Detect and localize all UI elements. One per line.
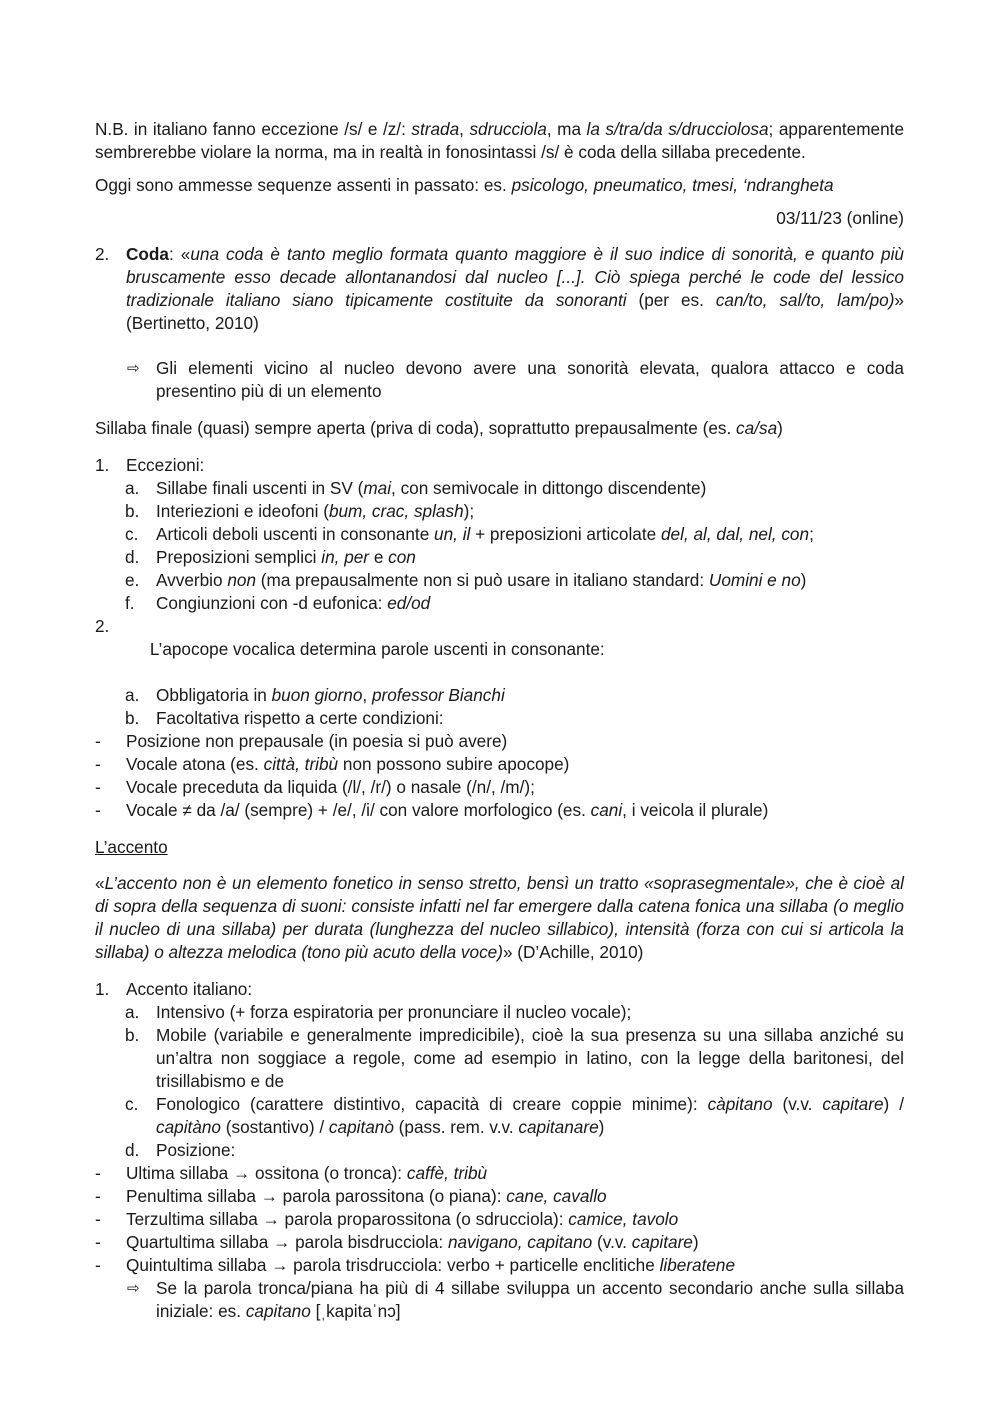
list-marker: e. (125, 570, 140, 590)
nb-text: , ma (546, 119, 587, 139)
dash-marker: - (95, 1186, 101, 1206)
dash-item-text: (v.v. (592, 1232, 632, 1252)
sub-item (95, 500, 904, 523)
list-item-apocope (95, 615, 904, 684)
accento-heading: L’accento (95, 837, 168, 857)
accento-citation: » (D’Achille, 2010) (502, 942, 644, 962)
dash-item (95, 753, 904, 776)
dash-item (95, 1208, 904, 1231)
sub-item-example: con (388, 547, 416, 567)
right-arrow-icon: → (260, 1186, 278, 1206)
nb-paragraph (95, 118, 904, 164)
dash-item-text: Quartultima sillaba (126, 1232, 274, 1252)
sub-item-example: bum, crac, splash (328, 501, 464, 521)
dash-item-text: ) (692, 1232, 699, 1252)
dash-item-text: parola proparossitona (o sdrucciola): (279, 1209, 569, 1229)
final-note-example: capitano (245, 1301, 311, 1321)
dash-marker: - (95, 1232, 101, 1252)
nb-text: , (459, 119, 470, 139)
sub-item-text: Articoli deboli uscenti in consonante (156, 524, 435, 544)
accento-quote (95, 872, 904, 964)
sub-item-example: un, il (434, 524, 471, 544)
dash-marker: - (95, 731, 101, 751)
dash-item-example: navigano, capitano (447, 1232, 593, 1252)
list-marker: 2. (95, 244, 110, 264)
sub-item-example: professor Bianchi (371, 685, 505, 705)
coda-note-text: Gli elementi vicino al nucleo devono avere una sonorità elevata, qualora attacco e coda presentino più di un elemento (156, 358, 904, 401)
dash-item-example: città, tribù (263, 754, 339, 774)
sub-item-text: (pass. rem. v.v. (393, 1117, 519, 1137)
sub-item-example: del, al, dal, nel, con (660, 524, 810, 544)
dash-item-example: cani (590, 800, 623, 820)
sub-item-text: , (362, 685, 372, 705)
sub-item-text: Fonologico (carattere distintivo, capacità di creare coppie minime): (156, 1094, 708, 1114)
list-marker: b. (125, 501, 140, 521)
sub-item-text: Facoltativa rispetto a certe condizioni: (156, 708, 444, 728)
list-item-accento-italiano (95, 978, 904, 1001)
dash-marker: - (95, 1255, 101, 1275)
sub-item-text: + preposizioni articolate (470, 524, 661, 544)
list-marker: a. (125, 478, 140, 498)
oggi-text: Oggi sono ammesse sequenze assenti in passato: es. (95, 175, 512, 195)
sub-item-example: mai (363, 478, 392, 498)
dash-item-text: Vocale ≠ da /a/ (sempre) + /e/, /i/ con valore morfologico (es. (126, 800, 591, 820)
document-page (95, 118, 904, 1323)
final-note-text: Se la parola tronca/piana ha più di 4 sillabe sviluppa un accento secondario anche sulla sillaba iniziale: es. (156, 1278, 904, 1321)
dash-marker: - (95, 800, 101, 820)
sub-item-example: càpitano (707, 1094, 773, 1114)
sub-item-text: Avverbio (156, 570, 228, 590)
coda-item (95, 243, 904, 335)
final-note (95, 1277, 904, 1323)
coda-text: (per es. (626, 290, 716, 310)
sub-item-text: (ma prepausalmente non si può usare in italiano standard: (256, 570, 709, 590)
sub-item (95, 1001, 904, 1024)
sub-item (95, 523, 904, 546)
dash-marker: - (95, 777, 101, 797)
list-item-title: L’apocope vocalica determina parole uscenti in consonante: (145, 639, 605, 659)
list-marker: 1. (95, 455, 110, 475)
hollow-arrow-icon: ⇨ (127, 1280, 140, 1297)
dash-item-text: , i veicola il plurale) (622, 800, 769, 820)
list-item-title: Eccezioni: (126, 455, 205, 475)
sub-item-text: Preposizioni semplici (156, 547, 322, 567)
sub-item-text: ) (598, 1117, 605, 1137)
nb-text: N.B. in italiano fanno eccezione /s/ e /z/: (95, 119, 412, 139)
sub-item-example: capitanò (328, 1117, 394, 1137)
sub-item-text: , con semivocale in dittongo discendente) (391, 478, 707, 498)
right-arrow-icon: → (232, 1163, 251, 1183)
sub-item (95, 569, 904, 592)
list-marker: c. (125, 1094, 139, 1114)
coda-text: : « (168, 244, 191, 264)
sillaba-text: ) (777, 418, 783, 438)
dash-item-text: Posizione non prepausale (in poesia si può avere) (126, 731, 508, 751)
sub-item-text: ); (463, 501, 475, 521)
coda-quote: una coda è tanto meglio formata quanto maggiore è il suo indice di sonorità, e quanto più bruscamente esso decade allontanandosi dal nucleo [...]. Ciò spiega perché le code del lessico tradizionale italiano siano tipicamente costituite da sonoranti (126, 244, 904, 310)
right-arrow-icon: → (271, 1255, 289, 1275)
sub-item (95, 1093, 904, 1139)
dash-item-text: ossitona (o tronca): (250, 1163, 407, 1183)
dash-item-text: parola parossitona (o piana): (277, 1186, 507, 1206)
list-marker: 1. (95, 979, 110, 999)
nb-example: sdrucciola (469, 119, 547, 139)
coda-examples: can/to, sal/to, lam/po) (715, 290, 895, 310)
sub-item-text: (sostantivo) / (220, 1117, 329, 1137)
date-line: 03/11/23 (online) (776, 208, 904, 228)
dash-item (95, 1254, 904, 1277)
sub-item (95, 592, 904, 615)
right-arrow-icon: → (273, 1232, 291, 1252)
coda-note (95, 357, 904, 403)
sub-item-example: capitare (822, 1094, 884, 1114)
list-marker: f. (125, 593, 135, 613)
list-marker: d. (125, 1140, 140, 1160)
oggi-examples: psicologo, pneumatico, tmesi, ‘ndrangheta (511, 175, 834, 195)
dash-item (95, 799, 904, 822)
coda-label: Coda (126, 244, 169, 264)
sub-item-example: ed/od (387, 593, 431, 613)
dash-item (95, 1162, 904, 1185)
sub-item-example: in, per (321, 547, 370, 567)
dash-item-text: Terzultima sillaba (126, 1209, 263, 1229)
sub-item-text: Mobile (variabile e generalmente impredicibile), cioè la sua presenza su una sillaba anziché su un’altra non soggiace a regole, come ad esempio in latino, con la legge della baritonesi, del trisillabismo e de (156, 1025, 904, 1091)
dash-item-text: parola trisdrucciola: verbo + particelle enclitiche (288, 1255, 660, 1275)
right-arrow-icon: → (262, 1209, 280, 1229)
dash-item-example: camice, tavolo (568, 1209, 679, 1229)
nb-example: strada (411, 119, 460, 139)
sub-item (95, 546, 904, 569)
sub-item-text: Intensivo (+ forza espiratoria per pronunciare il nucleo vocale); (156, 1002, 632, 1022)
dash-item-text: Penultima sillaba (126, 1186, 261, 1206)
sillaba-example: ca/sa (736, 418, 778, 438)
list-marker: d. (125, 547, 140, 567)
sillaba-text: Sillaba finale (quasi) sempre aperta (priva di coda), soprattutto prepausalmente (es. (95, 418, 737, 438)
dash-item-example: cane, cavallo (506, 1186, 607, 1206)
sub-item-example: buon giorno (271, 685, 363, 705)
oggi-paragraph (95, 174, 904, 197)
quote-mark: « (95, 873, 105, 893)
dash-item-text: Vocale atona (es. (126, 754, 264, 774)
sub-item-text: ) (800, 570, 807, 590)
dash-item (95, 730, 904, 753)
hollow-arrow-icon: ⇨ (127, 360, 140, 377)
list-marker: a. (125, 1002, 140, 1022)
list-item-eccezioni (95, 454, 904, 477)
sillaba-finale-paragraph (95, 417, 904, 440)
final-note-transcription: [ˌkapitaˈnɔ] (310, 1301, 401, 1321)
nb-example: la s/tra/da s/drucciolosa (586, 119, 769, 139)
accento-quote-text: L’accento non è un elemento fonetico in senso stretto, bensì un tratto «soprasegmentale», che è cioè al di sopra della sequenza di suoni: consiste infatti nel far emergere dalla catena fonica una sillaba (o meglio il nucleo di una sillaba) per durata (lunghezza del nucleo sillabico), intensità (forza con cui si articola la sillaba) o altezza melodica (tono più acuto della voce) (95, 873, 904, 962)
list-item-title: Accento italiano: (126, 979, 253, 999)
sub-item-text: (v.v. (772, 1094, 823, 1114)
dash-item-text: parola bisdrucciola: (290, 1232, 448, 1252)
dash-item-example: liberatene (659, 1255, 736, 1275)
dash-item-text: Quintultima sillaba (126, 1255, 272, 1275)
sub-item-example: capitàno (156, 1117, 221, 1137)
list-marker: a. (125, 685, 140, 705)
sub-item (95, 1024, 904, 1093)
sub-item (95, 1139, 904, 1162)
sub-item-text: ) / (883, 1094, 904, 1114)
list-marker: b. (125, 1025, 140, 1045)
sub-item-text: ; (809, 524, 814, 544)
dash-item-text: Vocale preceduta da liquida (/l/, /r/) o nasale (/n/, /m/); (126, 777, 535, 797)
list-marker: b. (125, 708, 140, 728)
sub-item (95, 707, 904, 730)
sub-item-text: e (369, 547, 389, 567)
sub-item-text: Sillabe finali uscenti in SV ( (156, 478, 364, 498)
sub-item-example: capitanare (518, 1117, 599, 1137)
dash-item-example: caffè, tribù (406, 1163, 488, 1183)
list-marker: 2. (95, 616, 110, 636)
dash-item-text: Ultima sillaba (126, 1163, 233, 1183)
sub-item-example: non (227, 570, 257, 590)
dash-marker: - (95, 754, 101, 774)
sub-item (95, 477, 904, 500)
list-marker: c. (125, 524, 139, 544)
sub-item-example: Uomini e no (708, 570, 801, 590)
dash-item (95, 1231, 904, 1254)
dash-marker: - (95, 1209, 101, 1229)
sub-item-text: Posizione: (156, 1140, 236, 1160)
dash-item-text: non possono subire apocope) (338, 754, 570, 774)
sub-item-text: Obbligatoria in (156, 685, 272, 705)
dash-item (95, 1185, 904, 1208)
dash-marker: - (95, 1163, 101, 1183)
nb-text: ; apparentemente sembrerebbe violare la norma, ma in realtà in fonosintassi /s/ è coda della sillaba precedente. (95, 119, 905, 162)
coda-citation: » (Bertinetto, 2010) (126, 290, 904, 333)
sub-item (95, 684, 904, 707)
sub-item-text: Congiunzioni con -d eufonica: (156, 593, 388, 613)
dash-item-example: capitare (631, 1232, 693, 1252)
dash-item (95, 776, 904, 799)
sub-item-text: Interiezioni e ideofoni ( (156, 501, 329, 521)
